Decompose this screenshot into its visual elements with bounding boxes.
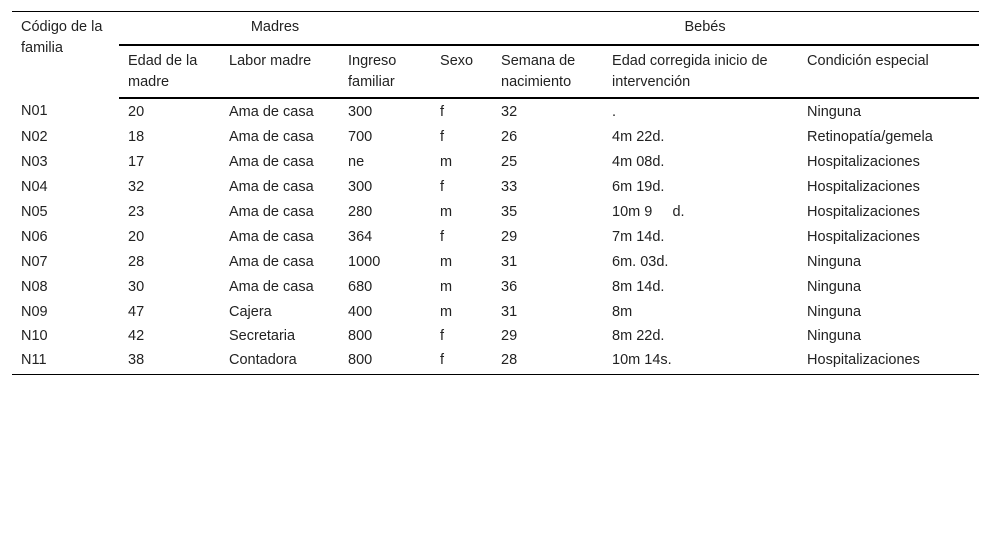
table-cell: N04 [21, 179, 48, 195]
table-row [12, 300, 979, 324]
column-header: Edad de la madre [119, 45, 220, 98]
table-row [12, 250, 979, 275]
table-cell: 800 [348, 328, 373, 344]
data-table-container [12, 11, 979, 375]
table-cell: f [440, 179, 445, 195]
table-row [12, 348, 979, 375]
table-cell: 8m 22d. [612, 328, 665, 344]
table-cell: N06 [21, 229, 48, 245]
table-cell: 38 [119, 348, 220, 375]
table-cell: Hospitalizaciones [807, 179, 920, 195]
table-cell: N09 [21, 304, 48, 320]
table-cell: 30 [128, 279, 145, 295]
table-row [12, 150, 979, 175]
table-cell: 28 [492, 348, 603, 375]
table-cell: 17 [128, 154, 145, 170]
table-cell: 6m 19d. [612, 179, 665, 195]
table-cell: Ninguna [807, 254, 862, 270]
table-cell: Ama de casa [229, 154, 314, 170]
table-body [12, 98, 979, 375]
table-cell: m [440, 154, 453, 170]
table-cell: Ama de casa [229, 254, 314, 270]
table-cell: N08 [21, 279, 48, 295]
table-cell: 300 [348, 104, 373, 120]
table-row [12, 225, 979, 250]
table-cell: Ama de casa [229, 204, 314, 220]
table-cell: Ama de casa [229, 229, 314, 245]
table-row [12, 125, 979, 150]
header-group-babies: Bebés [431, 12, 979, 46]
column-header: Labor madre [220, 45, 339, 98]
table-cell: m [440, 204, 453, 220]
column-header: Ingreso familiar [339, 45, 431, 98]
table-cell: 700 [348, 129, 373, 145]
table-cell: 29 [501, 229, 518, 245]
table-cell: 35 [501, 204, 518, 220]
table-cell: f [440, 229, 445, 245]
table-cell: 10m 9 d. [612, 204, 685, 220]
table-cell: Ama de casa [229, 279, 314, 295]
table-cell: 28 [128, 254, 145, 270]
table-cell: N11 [12, 348, 119, 375]
table-cell: 20 [128, 229, 145, 245]
table-cell: 36 [501, 279, 518, 295]
table-cell: m [440, 254, 453, 270]
table-cell: Cajera [229, 304, 272, 320]
table-cell: f [431, 348, 492, 375]
table-cell: 280 [348, 204, 373, 220]
table-cell: Ninguna [807, 104, 862, 120]
table-cell: 364 [348, 229, 373, 245]
header-row-columns [12, 45, 979, 98]
header-family-code: Código de la familia [12, 12, 119, 99]
table-row [12, 175, 979, 200]
table-cell: N10 [21, 328, 48, 344]
table-cell: Hospitalizaciones [807, 204, 920, 220]
table-cell: Ninguna [807, 279, 862, 295]
table-cell: 7m 14d. [612, 229, 665, 245]
column-header: Sexo [431, 45, 492, 98]
table-cell: 25 [501, 154, 518, 170]
table-cell: f [440, 129, 445, 145]
column-header: Edad corregida inicio de intervención [603, 45, 798, 98]
table-cell: N05 [21, 204, 48, 220]
table-cell: N02 [21, 129, 48, 145]
table-cell: ne [348, 154, 365, 170]
table-cell: N03 [21, 154, 48, 170]
table-cell: 32 [128, 179, 145, 195]
table-cell: 18 [128, 129, 145, 145]
table-cell: 26 [501, 129, 518, 145]
table-cell: 800 [339, 348, 431, 375]
table-cell: 31 [501, 254, 518, 270]
table-cell: 23 [128, 204, 145, 220]
header-row-groups [12, 12, 979, 46]
table-cell: Contadora [220, 348, 339, 375]
table-cell: . [612, 104, 617, 120]
table-cell: N07 [21, 254, 48, 270]
table-cell: f [440, 104, 445, 120]
table-cell: Ama de casa [229, 129, 314, 145]
table-cell: Ninguna [807, 304, 862, 320]
table-cell: Hospitalizaciones [807, 229, 920, 245]
table-cell: Retinopatía/gemela [807, 129, 933, 145]
table-row [12, 324, 979, 348]
table-cell: Secretaria [229, 328, 296, 344]
table-cell: m [440, 279, 453, 295]
table-cell: 42 [128, 328, 145, 344]
table-cell: 20 [128, 104, 145, 120]
table-cell: 8m [612, 304, 633, 320]
table-row [12, 200, 979, 225]
column-header: Semana de nacimiento [492, 45, 603, 98]
table-cell: 8m 14d. [612, 279, 665, 295]
table-cell: 400 [348, 304, 373, 320]
table-cell: Ninguna [807, 328, 862, 344]
table-cell: 33 [501, 179, 518, 195]
table-cell: 31 [501, 304, 518, 320]
table-cell: 6m. 03d. [612, 254, 669, 270]
table-cell: 300 [348, 179, 373, 195]
table-cell: 29 [501, 328, 518, 344]
family-data-table [12, 11, 979, 375]
table-cell: Ama de casa [229, 179, 314, 195]
table-cell: f [440, 328, 445, 344]
table-cell: 4m 22d. [612, 129, 665, 145]
table-cell: 32 [501, 104, 518, 120]
table-cell: 47 [128, 304, 145, 320]
table-cell: 680 [348, 279, 373, 295]
header-group-mothers: Madres [119, 12, 431, 46]
table-cell: Hospitalizaciones [807, 154, 920, 170]
table-cell: Hospitalizaciones [798, 348, 979, 375]
table-cell: 1000 [348, 254, 381, 270]
table-cell: 10m 14s. [603, 348, 798, 375]
table-cell: 4m 08d. [612, 154, 665, 170]
table-row [12, 275, 979, 300]
table-cell: Ama de casa [229, 104, 314, 120]
table-cell: m [440, 304, 453, 320]
table-row [12, 98, 979, 125]
table-cell: N01 [21, 103, 48, 119]
column-header: Condición especial [798, 45, 979, 98]
